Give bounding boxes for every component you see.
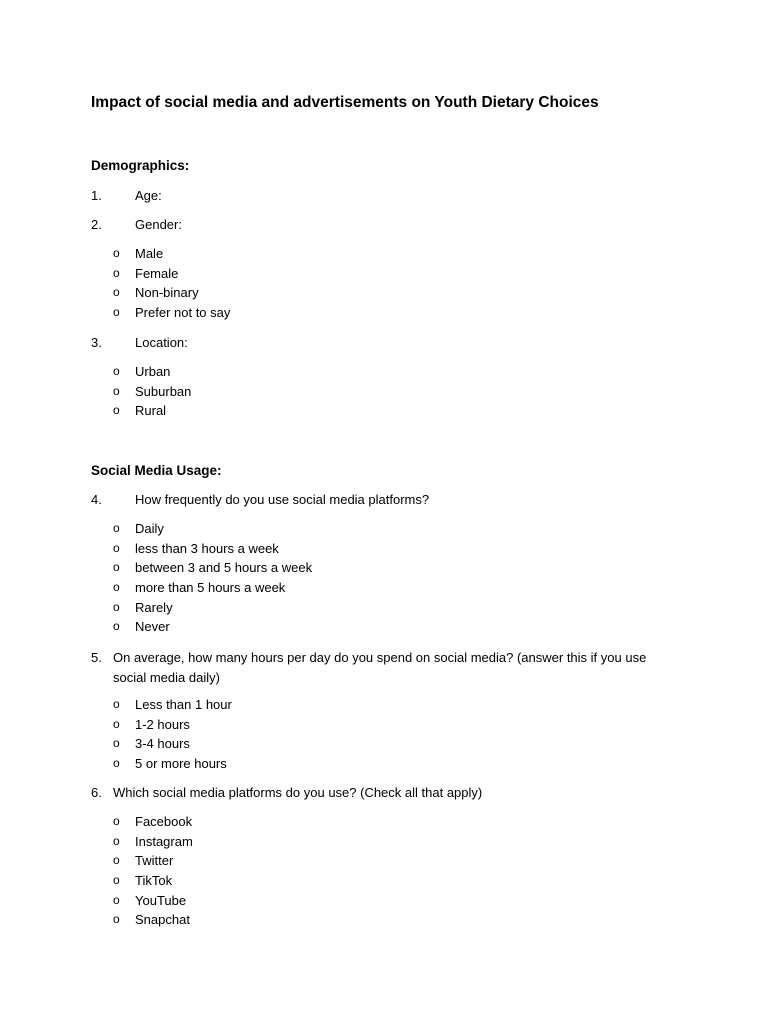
option-item[interactable]	[113, 891, 193, 911]
option-label: Female	[135, 265, 179, 281]
bullet-icon: o	[113, 716, 120, 731]
option-item[interactable]	[113, 871, 193, 891]
bullet-icon: o	[113, 756, 120, 771]
option-item[interactable]	[113, 578, 312, 598]
option-label: between 3 and 5 hours a week	[135, 560, 313, 576]
option-label: Male	[135, 246, 164, 261]
gender-options	[113, 244, 230, 323]
option-item[interactable]	[113, 519, 312, 539]
option-label: Less than 1 hour	[135, 697, 232, 712]
option-item[interactable]	[113, 598, 312, 618]
option-item[interactable]	[113, 851, 193, 871]
option-item[interactable]	[113, 283, 230, 303]
option-item[interactable]	[113, 303, 230, 323]
option-label: 5 or more hours	[135, 756, 227, 772]
option-item[interactable]	[113, 244, 230, 264]
bullet-icon: o	[113, 619, 120, 634]
option-label: less than 3 hours a week	[135, 540, 279, 556]
frequency-options	[113, 519, 312, 637]
bullet-icon: o	[113, 540, 120, 555]
option-item[interactable]	[113, 558, 312, 578]
question-number: 3.	[91, 335, 102, 350]
option-label: Urban	[135, 364, 171, 379]
question-number: 1.	[91, 188, 102, 203]
bullet-icon: o	[113, 892, 120, 907]
bullet-icon: o	[113, 697, 120, 711]
hours-options	[113, 695, 232, 774]
bullet-icon: o	[113, 833, 120, 848]
location-options	[113, 362, 191, 421]
bullet-icon: o	[113, 364, 120, 378]
bullet-icon: o	[113, 285, 120, 300]
platform-options	[113, 812, 193, 930]
question-text: Location:	[135, 335, 188, 350]
question-number: 4.	[91, 492, 102, 507]
option-item[interactable]	[113, 382, 191, 402]
option-label: Rarely	[135, 599, 173, 615]
option-label: Prefer not to say	[135, 305, 231, 321]
question-text: Gender:	[135, 217, 182, 232]
bullet-icon: o	[113, 599, 120, 614]
bullet-icon: o	[113, 580, 120, 595]
option-label: Never	[135, 619, 170, 635]
option-label: 1-2 hours	[135, 716, 190, 732]
document-title: Impact of social media and advertisements on Youth Dietary Choices	[91, 94, 599, 111]
option-label: Suburban	[135, 383, 192, 399]
bullet-icon: o	[113, 560, 120, 575]
bullet-icon: o	[113, 305, 120, 320]
option-item[interactable]	[113, 617, 312, 637]
option-label: Rural	[135, 403, 167, 419]
question-text: Which social media platforms do you use? (Check all that apply)	[113, 785, 483, 800]
option-label: Instagram	[135, 833, 193, 849]
question-location	[91, 333, 681, 353]
bullet-icon: o	[113, 814, 120, 828]
question-number: 6.	[91, 785, 102, 800]
bullet-icon: o	[113, 736, 120, 751]
question-text: How frequently do you use social media platforms?	[135, 492, 430, 507]
option-item[interactable]	[113, 734, 232, 754]
option-label: more than 5 hours a week	[135, 580, 286, 596]
option-item[interactable]	[113, 832, 193, 852]
option-item[interactable]	[113, 754, 232, 774]
question-gender	[91, 215, 681, 235]
question-age	[91, 186, 681, 206]
question-hours-per-day	[91, 648, 681, 687]
option-label: 3-4 hours	[135, 736, 190, 752]
question-number: 5.	[91, 650, 102, 665]
option-item[interactable]	[113, 910, 193, 930]
bullet-icon: o	[113, 521, 120, 535]
question-text: Age:	[135, 188, 162, 203]
bullet-icon: o	[113, 912, 120, 927]
option-item[interactable]	[113, 264, 230, 284]
question-frequency	[91, 490, 681, 510]
question-platforms	[91, 783, 681, 803]
section-heading-demographics: Demographics:	[91, 158, 190, 173]
option-item[interactable]	[113, 695, 232, 715]
option-item[interactable]	[113, 362, 191, 382]
bullet-icon: o	[113, 873, 120, 888]
option-label: Daily	[135, 521, 164, 536]
bullet-icon: o	[113, 246, 120, 260]
option-label: Snapchat	[135, 912, 190, 928]
option-label: Twitter	[135, 853, 174, 869]
question-text: On average, how many hours per day do you spend on social media? (answer this if you use social media daily)	[113, 650, 647, 685]
bullet-icon: o	[113, 383, 120, 398]
option-label: TikTok	[135, 873, 173, 889]
option-item[interactable]	[113, 812, 193, 832]
bullet-icon: o	[113, 403, 120, 418]
option-label: Facebook	[135, 814, 193, 829]
option-label: Non-binary	[135, 285, 199, 301]
question-number: 2.	[91, 217, 102, 232]
bullet-icon: o	[113, 853, 120, 868]
option-label: YouTube	[135, 892, 187, 908]
bullet-icon: o	[113, 265, 120, 280]
option-item[interactable]	[113, 539, 312, 559]
option-item[interactable]	[113, 715, 232, 735]
option-item[interactable]	[113, 401, 191, 421]
section-heading-social-media: Social Media Usage:	[91, 463, 222, 478]
